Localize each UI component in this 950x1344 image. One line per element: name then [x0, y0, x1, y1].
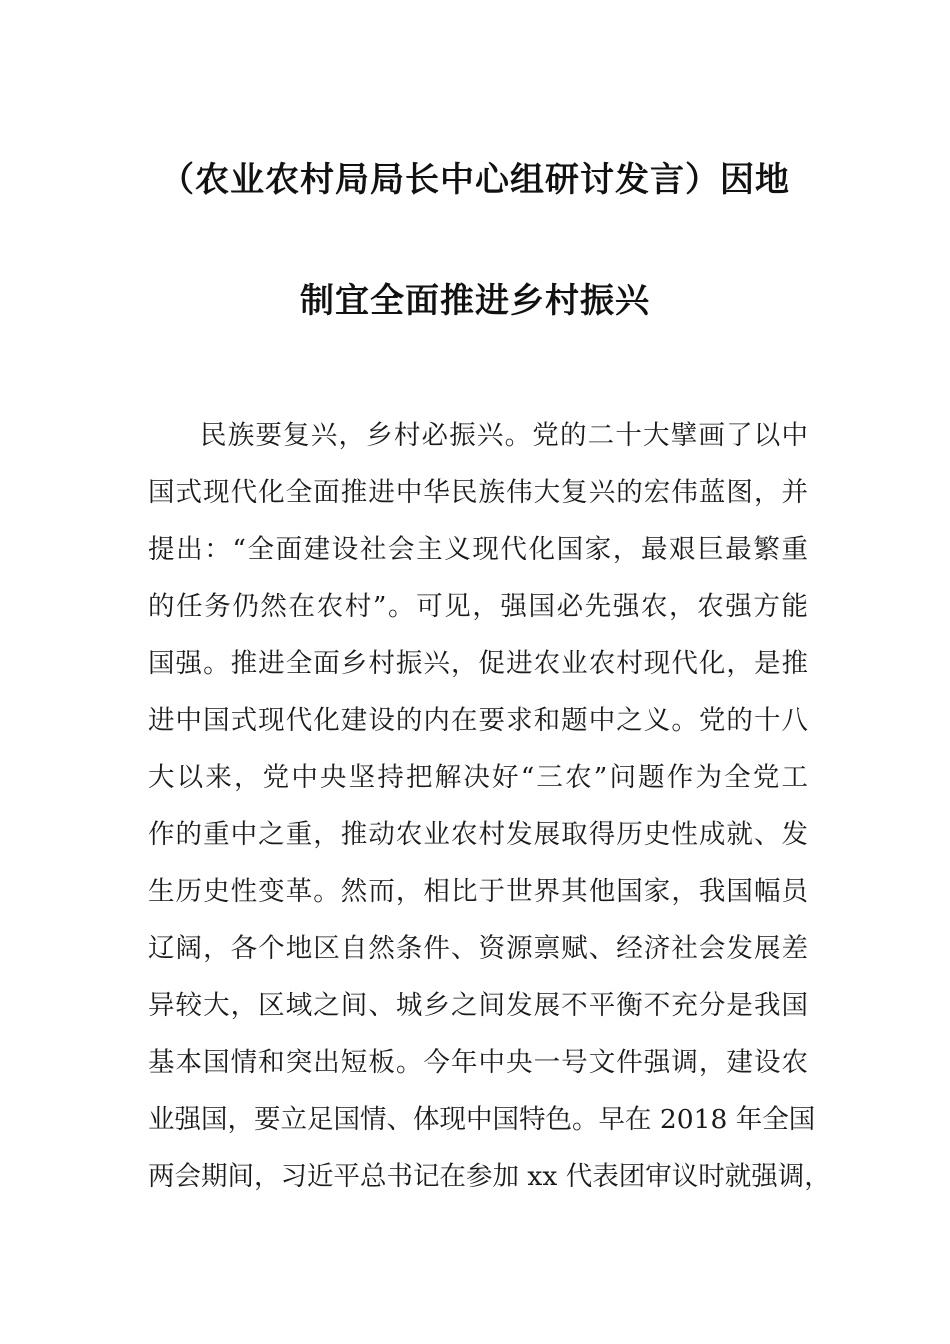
paragraph-line-10: 辽阔，各个地区自然条件、资源禀赋、经济社会发展差	[148, 933, 808, 964]
paragraph-line-13: 业强国，要立足国情、体现中国特色。早在 2018 年全国	[148, 1104, 816, 1135]
paragraph-line-6: 进中国式现代化建设的内在要求和题中之义。党的十八	[148, 705, 808, 736]
paragraph-line-12: 基本国情和突出短板。今年中央一号文件强调，建设农	[148, 1047, 808, 1078]
paragraph-line-9: 生历史性变革。然而，相比于世界其他国家，我国幅员	[148, 876, 808, 907]
paragraph-line-3: 提出：“全面建设社会主义现代化国家，最艰巨最繁重	[148, 534, 808, 565]
paragraph-line-5: 国强。推进全面乡村振兴，促进农业农村现代化，是推	[148, 648, 808, 679]
paragraph-line-7: 大以来，党中央坚持把解决好“三农”问题作为全党工	[148, 762, 808, 793]
paragraph-line-4: 的任务仍然在农村”。可见，强国必先强农，农强方能	[148, 591, 808, 622]
paragraph-line-8: 作的重中之重，推动农业农村发展取得历史性成就、发	[148, 819, 808, 850]
title-line-2: 制宜全面推进乡村振兴	[300, 281, 650, 321]
paragraph-line-11: 异较大，区域之间、城乡之间发展不平衡不充分是我国	[148, 990, 808, 1021]
paragraph-line-1: 民族要复兴，乡村必振兴。党的二十大擘画了以中	[200, 420, 808, 451]
paragraph-line-2: 国式现代化全面推进中华民族伟大复兴的宏伟蓝图，并	[148, 477, 808, 508]
paragraph-line-14: 两会期间，习近平总书记在参加 xx 代表团审议时就强调，	[148, 1161, 831, 1192]
title-line-1: （农业农村局局长中心组研讨发言）因地	[160, 160, 790, 200]
